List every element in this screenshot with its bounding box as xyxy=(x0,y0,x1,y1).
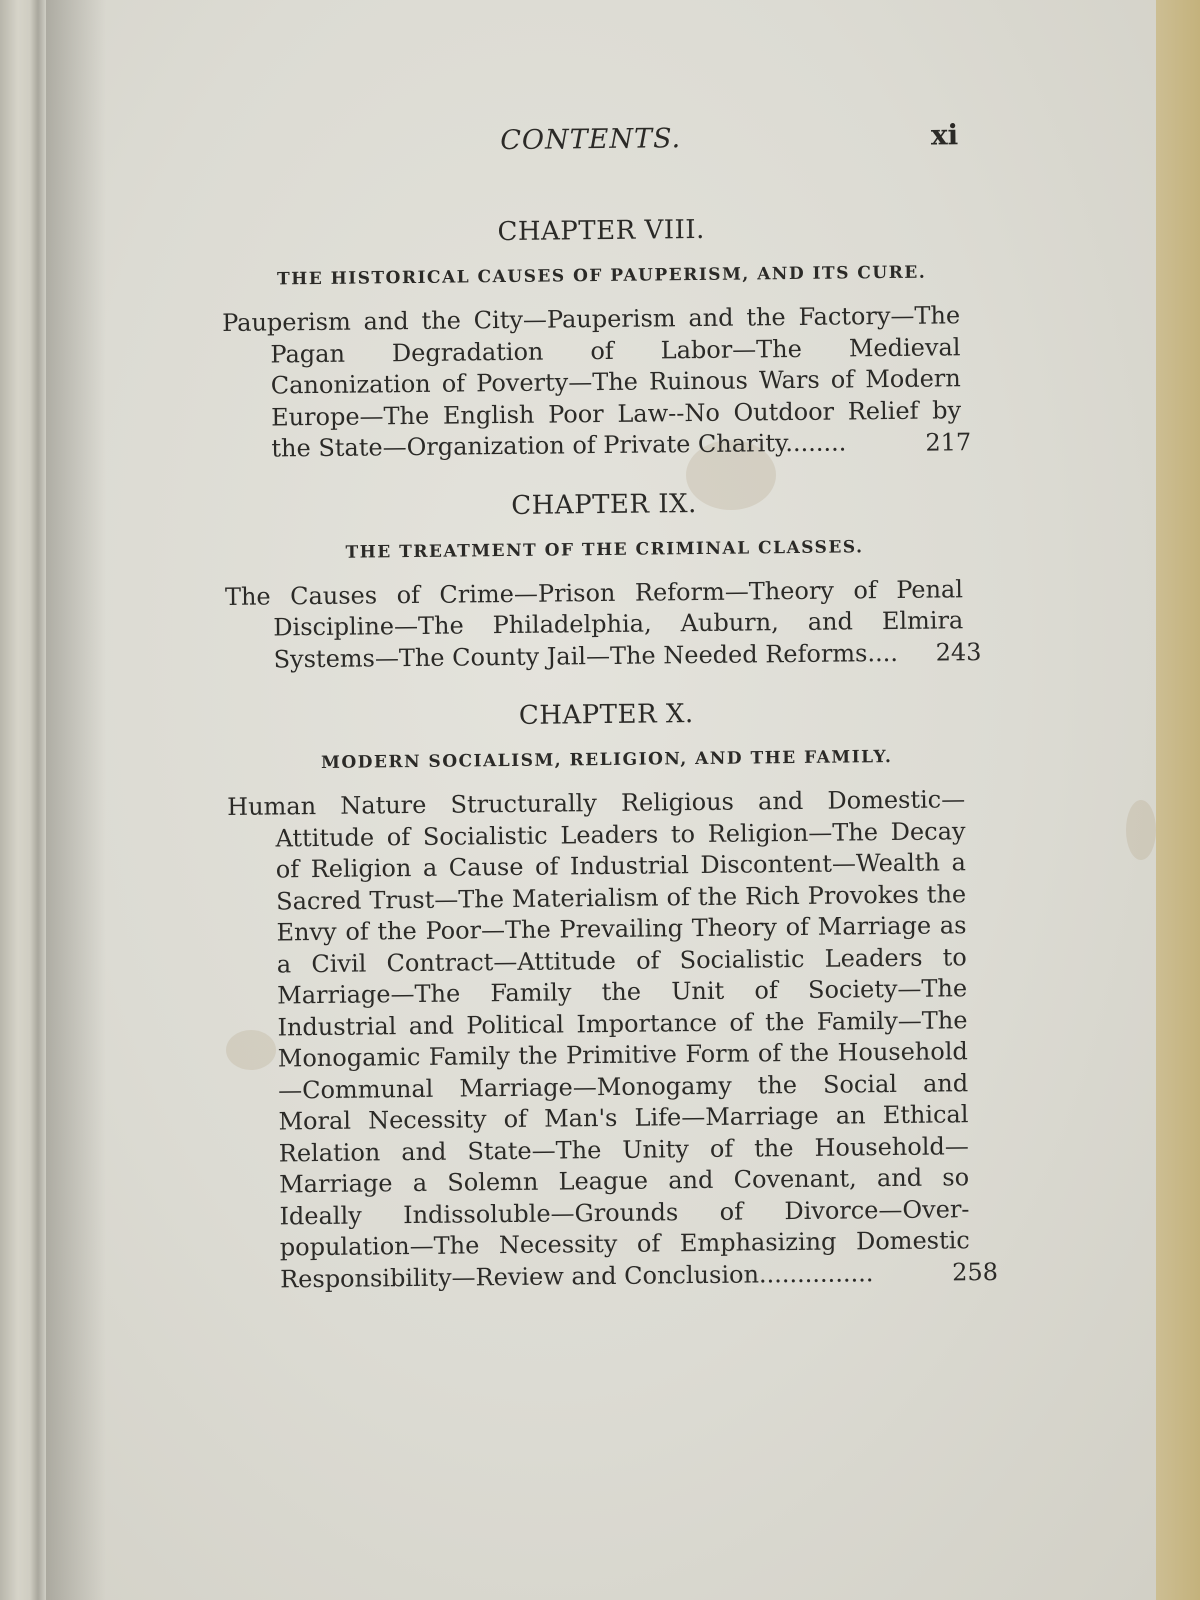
page-number: xi xyxy=(930,118,959,152)
running-head xyxy=(220,112,980,170)
chapter-summary: The Causes of Crime—Prison Reform—Theory of Penal Discipline—The Philadelphia, Auburn, and Elmira Systems—The County Jail—The Needed Reforms.... xyxy=(224,574,964,673)
paper-stain xyxy=(1126,800,1156,860)
chapter-heading: CHAPTER X. xyxy=(518,699,694,731)
contents-page xyxy=(220,112,999,1296)
chapter-summary: Pauperism and the City—Pauperism and the Factory—The Pagan Degradation of Labor—The Medieval Canonization of Poverty—The Ruinous Wars of Modern Europe—The English Poor Law--No Outdoor Relief by the State—Organization of Private Charity........ xyxy=(221,301,962,463)
chapter-subtitle: THE HISTORICAL CAUSES OF PAUPERISM, AND ITS CURE. xyxy=(276,262,927,290)
chapter-summary: Human Nature Structurally Religious and Domestic—Attitude of Socialistic Leaders to Religion—The Decay of Religion a Cause of Industrial Discontent—Wealth a Sacred Trust—The Materialism of the Rich Provokes the Envy of the Poor—The Prevailing Theory of Marriage as a Civil Contract—Attitude of Socialistic Leaders to Marriage—The Family the Unit of Society—The Industrial and Political Importance of the Family—The Monogamic Family the Primitive Form of the Household—Communal Marriage—Monogamy the Social and Moral Necessity of Man's Life—Marriage an Ethical Relation and State—The Unity of the Household—Marriage a Solemn League and Covenant, and so Ideally Indissoluble—Grounds of Divorce—Over-population—The Necessity of Emphasizing Domestic Responsibility—Review and Conclusion............... xyxy=(227,785,970,1293)
chapter-heading: CHAPTER VIII. xyxy=(497,214,706,248)
chapter-subtitle: THE TREATMENT OF THE CRIMINAL CLASSES. xyxy=(345,536,864,563)
chapter-entry xyxy=(221,212,984,465)
chapter-subtitle: MODERN SOCIALISM, RELIGION, AND THE FAMILY. xyxy=(320,746,893,773)
chapter-page-number: 243 xyxy=(935,638,982,667)
binding-shadow xyxy=(46,0,106,1600)
chapter-heading: CHAPTER IX. xyxy=(511,488,697,521)
chapter-entry xyxy=(226,696,999,1296)
chapter-page-number: 217 xyxy=(925,427,972,457)
chapter-entry xyxy=(224,486,986,676)
chapter-page-number: 258 xyxy=(951,1257,999,1287)
running-title: CONTENTS. xyxy=(500,123,682,157)
